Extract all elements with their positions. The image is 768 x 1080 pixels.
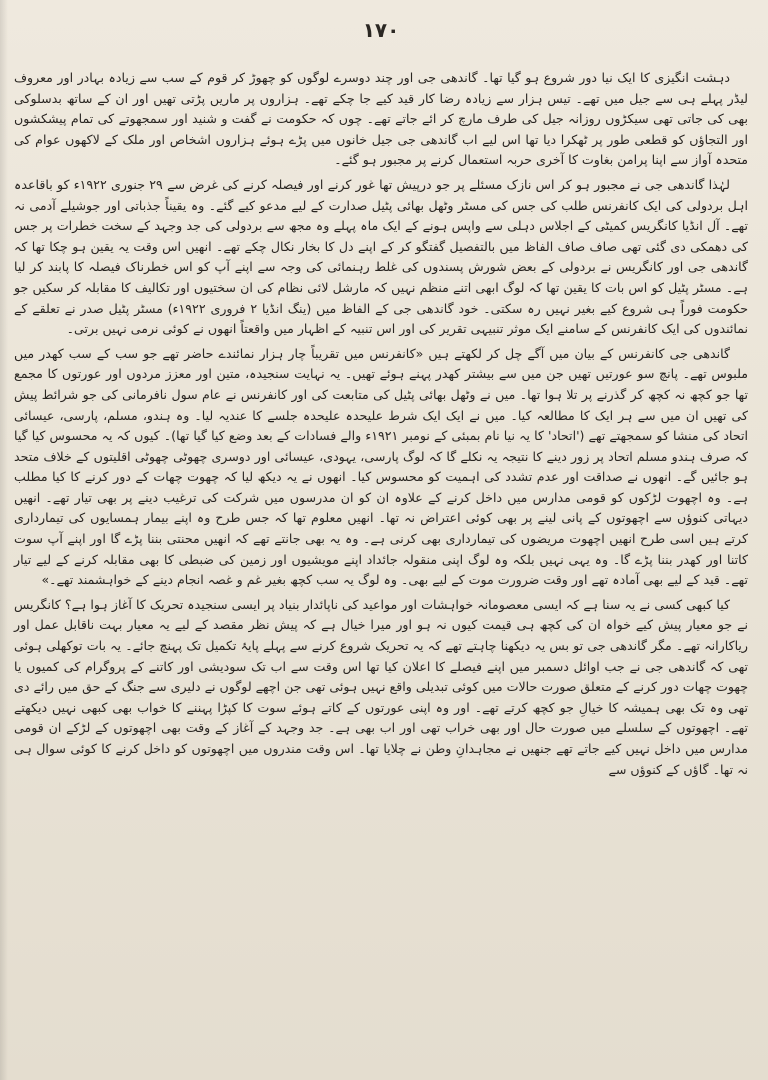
paragraph-4: کیا کبھی کسی نے یہ سنا ہے کہ ایسی معصومانہ خواہشات اور مواعید کی ناپائدار بنیاد پر ایسی سنجیدہ تحریک کا آغاز ہوا ہے؟ کانگریس نے جو معیار پیش کیے خواہ ان کی کچھ ہی قیمت کیوں نہ ہو اور میرا خیال ہے کہ پیش نظر مقصد کے لیے یہ معیار بہت ناقابل عمل اور ریاکارانہ تھے۔ مگر گاندھی جی تو بس یہ دیکھنا چاہتے تھے کہ یہ تحریک شروع کرنے سے پہلے پایۂ تکمیل تک پہنچ جائے۔ یہ بات توکھلی ہوئی تھی کہ گاندھی جی نے جب اوائل دسمبر میں اپنے فیصلے کا اعلان کیا تھا اس وقت سے اب تک سودیشی اور کاتنے کے پروگرام کی کمیوں یا چھوت چھات دور کرنے کے متعلق صورت حالات میں کوئی تبدیلی واقع نہیں ہوئی تھی جن اچھے لوگوں نے دلیری سے جنگ کے حق میں رائے دی تھی وہ تک بھی ہمیشہ کا خیالِ جو کچھ کرتے تھے۔ اور وہ اپنی عورتوں کے کاتے ہوئے سوت کا کپڑا پہننے کا خواب بھی کبھی نہیں دیکھتے تھے۔ اچھوتوں کے سلسلے میں صورت حال اور بھی خراب تھی اور اب بھی ہے۔ جد وجہد کے آغاز کے وقت بھی اچھوتوں کے لڑکے ان قومی مدارس میں داخل نہیں کیے جاتے تھے جنھیں نے مجاہدانِ وطن نے چلایا تھا۔ اس وقت مندروں میں اچھوتوں کو داخل کرنے کا کوئی سوال ہی نہ تھا۔ گاؤں کے کنوؤں سے: [14, 596, 748, 777]
paragraph-1: دہشت انگیزی کا ایک نیا دور شروع ہو گیا تھا۔ گاندھی جی اور چند دوسرے لوگوں کو چھوڑ کر قوم کے سب سے زیادہ بہادر اور معروف لیڈر پہلے ہی سے جیل میں تھے۔ تیس ہزار سے زیادہ رضا کار قید کیے جا چکے تھے۔ ہزاروں پر ماریں پڑتی تھیں اور ان کے ساتھ بدسلوکی بھی کی جاتی تھی سیکڑوں روزانہ جیل کی طرف مارچ کر ائے جاتے تھے۔ چوں کہ حکومت نے گفت و شنید اور سمجھوتے کی تمام پیشکشوں اور التجاؤں کو قطعی طور پر ٹھکرا دیا تھا اس لیے اب گاندھی جی جیل خانوں میں پڑے ہوئے ہزاروں اشخاص اور ملک کے لاکھوں عوام کی متحدہ آواز سے اپنا پرامن بغاوت کا آخری حربہ استعمال کرنے پر مجبور ہو گئے۔: [14, 70, 748, 168]
page-edge-shadow: [0, 0, 8, 1080]
paragraph-2: لہٰذا گاندھی جی نے مجبور ہو کر اس نازک مسئلے پر جو درپیش تھا غور کرنے اور فیصلہ کرنے کی غرض سے ۲۹ جنوری ۱۹۲۲ء کو باقاعدہ اہل بردولی کی ایک کانفرنس طلب کی جس کی مسٹر وٹھل بھائی پٹیل صدارت کے لیے مدعو کیے گئے۔ وہ یقیناً جذباتی اور جوشیلے آدمی نہ تھے۔ آل انڈیا کانگریس کمیٹی کے اجلاس دہلی سے واپس ہونے کے ایک ماہ پہلے وہ مجھ سے بردولی کی جد وجہد کے سخت خطرات پر جس کی دھمکی دی گئی تھی صاف صاف الفاظ میں بالتفصیل گفتگو کر کے اپنے دل کا بخار نکال چکے تھے۔ انھیں اس وقت یہ یقین ہو چکا تھا کہ گاندھی جی اور کانگریس نے بردولی کے بعض شورش پسندوں کی غلط رہنمائی کی وجہ سے اپنے آپ کو اس خطرناک فیصلہ کا پابند کر لیا ہے۔ مسٹر پٹیل کو اس بات کا یقین تھا کہ لوگ ابھی اتنے منظم نہیں کہ مارشل لائی نظام کی ان سختیوں اور تکالیف کا مقابلہ کر سکیں جو حکومت فوراً ہی شروع کیے بغیر نہیں رہ سکتی۔ خود گاندھی جی کے الفاظ میں (ینگ انڈیا ۲ فروری ۱۹۲۲ء) مسٹر پٹیل صدر نے تعلقے کے نمائندوں کی ایک کانفرنس کے سامنے ایک موثر تنبیہی تقریر کی اور اس تنبیہ کے اظہار میں واقعتاً انھوں نے کوئی نرمی نہیں برتی۔: [14, 176, 749, 337]
paragraph-3: گاندھی جی کانفرنس کے بیان میں آگے چل کر لکھتے ہیں «کانفرنس میں تقریباً چار ہزار نمائندے حاضر تھے جو سب کے سب کھدر میں ملبوس تھے۔ پانچ سو عورتیں تھیں جن میں سے بیشتر کھدر پہنے ہوئے تھیں۔ یہ نہایت سنجیدہ، متین اور معزز مردوں اور عورتوں کا مجمع تھا جو کچھ نہ کچھ کر گذرنے پر تلا ہوا تھا۔ میں نے وٹھل بھائی پٹیل کی متابعت کی اور کانفرنس نے عام سول نافرمانی کی جو شرائط پیش کی تھیں ان میں سے ہر ایک کا مطالعہ کیا۔ میں نے ایک ایک شرط علیحدہ علیحدہ جلسے کا عندیہ لیا۔ وہ ہندو، مسلم، پارسی، عیسائی اتحاد کی منشا کو سمجھتے تھے ('اتحاد' کا یہ نیا نام بمبئی کے نومبر ۱۹۲۱ء والے فسادات کے بعد وضع کیا گیا تھا)۔ کیوں کہ یہ محسوس کیا گیا کہ صرف ہندو مسلم اتحاد پر زور دینے کا نتیجہ یہ نکلے گا کہ لوگ پارسی، یہودی، عیسائی اور دوسری چھوٹی چھوٹی اقلیتوں کے خلاف متحد ہو جائیں گے۔ انھوں نے صداقت اور عدم تشدد کی اہمیت کو محسوس کیا۔ انھوں نے یہ دیکھ لیا کہ چھوت چھات کے دور کرنے کا کیا مطلب ہے۔ وہ اچھوت لڑکوں کو قومی مدارس میں داخل کرنے کے علاوہ ان کو ان مدرسوں میں شرکت کی ترغیب دینے پر بھی تیار تھے۔ انھیں دیہاتی کنوؤں سے اچھوتوں کے پانی لینے پر بھی کوئی اعتراض نہ تھا۔ انھیں معلوم تھا کہ جس طرح وہ اپنے بیمار ہمسایوں کی تیمارداری کرتے ہیں اسی طرح انھیں اچھوت مریضوں کی تیمارداری بھی کرنی ہے۔ وہ یہ بھی جانتے تھے کہ انھیں محنتی بننا پڑے گا اور اپنے آپ سوت کاتنا اور کھدر بننا پڑے گا۔ وہ یہی نہیں بلکہ وہ لوگ اپنی منقولہ جائداد اپنے مویشیوں اور زمین کی ضبطی کا بھی مقابلہ کرنے کے لیے تیار تھے۔ قید کے لیے بھی آمادہ تھے اور وقت ضرورت موت کے لیے بھی۔ وہ لوگ یہ سب کچھ بغیر غم و غصہ انجام دینے کے خواہشمند تھے۔»: [14, 345, 748, 588]
page-number: ۱۷۰: [362, 18, 400, 42]
body-text: [14, 68, 748, 780]
